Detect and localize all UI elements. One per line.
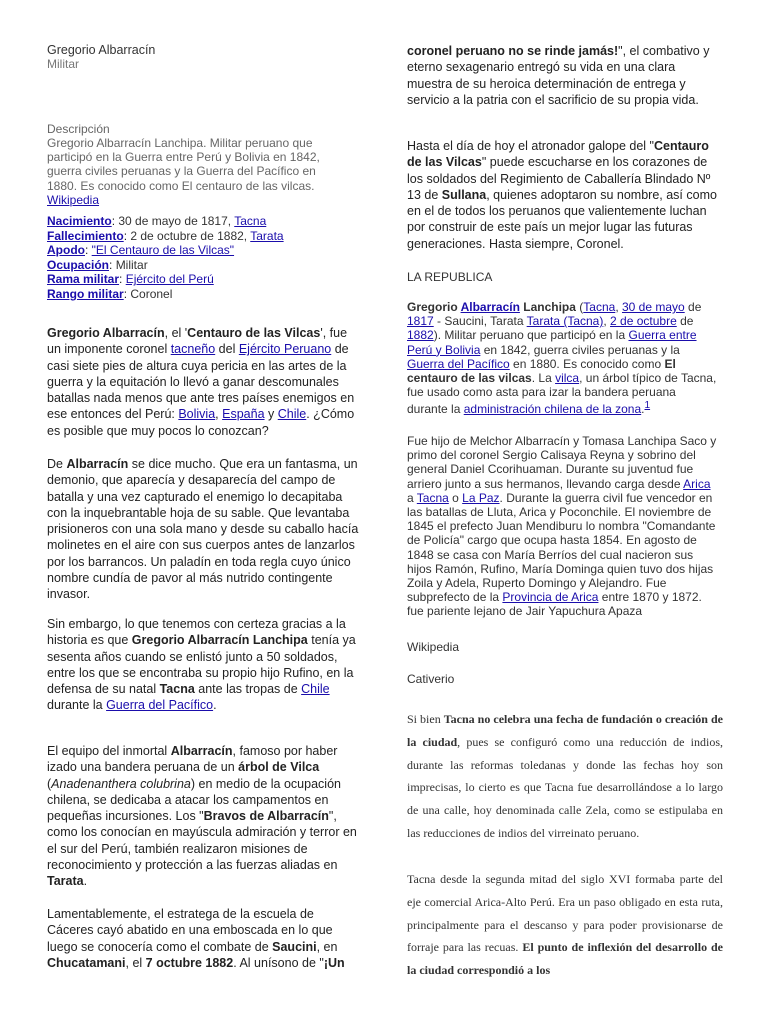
fact-row: Ocupación: Militar	[47, 257, 148, 272]
bold-text: coronel peruano no se rinde jamás!	[407, 44, 619, 58]
text: ) en medio de la ocupación chilena, se dedicaba a atacar los campamentos en pequeñas incursiones. Los "	[47, 776, 341, 824]
bold-text: Saucini	[272, 939, 317, 954]
text: de casi siete pies de altura cuya pericia en las artes de la guerra y la equitación lo llevó a ganar descomunales batallas nada menos que ante tres países enemigos en ese entonces del Perú:	[47, 342, 355, 422]
text: ', fue un imponente coronel	[47, 326, 348, 357]
fact-row: Nacimiento: 30 de mayo de 1817, Tacna	[47, 214, 267, 228]
inline-link[interactable]: tacneño	[170, 342, 216, 357]
fact-row: Apodo: "El Centauro de las Vilcas"	[47, 243, 235, 258]
fact-link[interactable]: Tarata	[250, 228, 284, 243]
text: Sin embargo, lo que tenemos con certeza gracias a la historia es que	[47, 617, 346, 648]
text: en 1842, guerra civiles peruanas y la	[480, 342, 680, 357]
text: .	[641, 402, 645, 417]
inline-link[interactable]: Tarata (Tacna)	[526, 314, 604, 329]
inline-link[interactable]: Guerra del Pacífico	[106, 698, 214, 713]
bold-text: Gregorio Albarracín Lanchipa	[131, 633, 308, 648]
text: , el '	[164, 326, 188, 340]
text: , pues se configuró como una reducción de indios, durante las reformas toledanas y donde las fechas hoy son imprecisas, lo cierto es que Tacna fue desarrollándose a lo largo de una calle, hoy denominada calle Zela, como se estipulaba en las reducciones de indios del virreinato peruano.	[407, 734, 723, 840]
paragraph-death	[47, 906, 363, 971]
footnote-link[interactable]: 1	[644, 400, 651, 412]
description-text	[47, 136, 347, 207]
inline-link[interactable]: 2 de octubre	[610, 314, 677, 329]
text: a	[407, 490, 417, 505]
text: (	[575, 300, 584, 314]
text: de	[676, 314, 694, 329]
fact-link[interactable]: Tacna	[234, 214, 267, 228]
bold-text: Albarracín	[66, 457, 129, 471]
text: De	[47, 457, 67, 471]
text: o	[448, 490, 463, 505]
bold-text: ¡Un	[323, 955, 345, 970]
fact-label[interactable]: Rama militar	[47, 272, 120, 287]
text: y	[264, 407, 278, 422]
text: ). Militar peruano que participó en la	[433, 328, 629, 343]
text: durante la	[47, 698, 107, 713]
bold-text: Chucatamani	[47, 955, 126, 970]
text: - Saucini, Tarata	[433, 314, 527, 329]
bold-text: Lanchipa	[519, 300, 576, 314]
fact-value: Militar	[115, 257, 148, 272]
inline-link[interactable]: 1817	[407, 314, 434, 329]
paragraph-history	[47, 616, 363, 714]
paragraph-legend	[47, 456, 363, 603]
text: Hasta el día de hoy el atronador galope del "	[407, 139, 654, 153]
text: , quienes adoptaron su nombre, así como en el de todos los peruanos que valientemente luchan por construir de este país un mejor lugar las futuras generaciones. Hasta siempre, Coronel.	[407, 187, 717, 251]
inline-link[interactable]: 1882	[407, 328, 434, 343]
text: , un árbol típico de Tacna, fue usado como asta para izar la bandera peruana durante la	[407, 371, 717, 417]
bold-text: Tacna no celebra una fecha de fundación o creación de la ciudad	[407, 712, 723, 749]
paragraph-wiki-bio	[407, 300, 717, 417]
text: ", el combativo y eterno sexagenario entregó su vida en una clara muestra de su heroica determinación de entrega y servicio a la patria con el sacrificio de su propia vida.	[407, 44, 710, 107]
text: El equipo del inmortal	[47, 744, 171, 758]
bold-text: Centauro de las Vilcas	[407, 139, 709, 170]
text: ", como los conocían en mayúscula admiración y terror en el sur del Perú, también realizaron misiones de reconocimiento y protección a las fuerzas aliadas en	[47, 809, 357, 873]
text: Si bien	[407, 712, 444, 726]
knowledge-panel-title: Gregorio Albarracín	[47, 43, 156, 57]
text: tenía ya sesenta años cuando se enlistó junto a 50 soldados, entre los que se encontraba su propio hijo Rufino, en la defensa de su natal	[47, 633, 356, 697]
fact-value: 30 de mayo de 1817,	[118, 214, 235, 228]
fact-label[interactable]: Rango militar	[47, 286, 124, 301]
inline-link[interactable]: vilca	[555, 371, 580, 386]
paragraph-tacna-origin	[407, 708, 723, 845]
bold-text: Sullana	[441, 187, 487, 202]
inline-link[interactable]: Provincia de Arica	[502, 590, 599, 605]
fact-label[interactable]: Apodo	[47, 243, 85, 258]
text: Lamentablemente, el estratega de la escuela de Cáceres cayó abatido en una emboscada en lo que luego se conocería como el combate de	[47, 907, 333, 954]
paragraph-tacna-commerce	[407, 868, 723, 982]
bold-text: Centauro de las Vilcas	[187, 326, 321, 340]
text: (	[47, 776, 52, 791]
paragraph-wiki-family	[407, 434, 717, 619]
fact-link[interactable]: Ejército del Perú	[125, 272, 214, 287]
text: , en	[316, 939, 338, 954]
paragraph-team	[47, 743, 363, 890]
fact-row: Fallecimiento: 2 de octubre de 1882, Tarata	[47, 228, 284, 243]
text: .	[83, 874, 88, 889]
text: entre 1870 y 1872. fue pariente lejano de Jair Yapuchura Apaza	[407, 590, 702, 619]
facts-list	[47, 214, 347, 302]
source-wikipedia: Wikipedia	[407, 640, 460, 654]
inline-link[interactable]: Guerra entre Perú y Bolivia	[407, 328, 697, 357]
wikipedia-link[interactable]: Wikipedia	[47, 192, 100, 207]
paragraph-legacy	[407, 138, 723, 252]
text: . Durante la guerra civil fue vencedor en las batallas de Lluta, Arica y Poconchile. El noviembre de 1845 el prefecto Juan Mendiburu lo nombra "Comandante de Policía" cargo que ocupa hasta 1854. En agosto de 1848 se casa con María Berríos del cual nacieron sus hijos Ramón, Rufino, María Dominga quien tuvo dos hijas Zoila y Adela, Ruperto Domingo y Alejandro. Fue subprefecto de la	[407, 490, 716, 605]
source-la-republica: LA REPUBLICA	[407, 270, 493, 284]
bold-text: Gregorio Albarracín	[47, 326, 165, 340]
inline-link[interactable]: 30 de mayo	[621, 300, 685, 314]
description-heading: Descripción	[47, 122, 110, 136]
fact-label[interactable]: Nacimiento	[47, 214, 112, 228]
bold-text: árbol de Vilca	[238, 760, 320, 775]
text: Tacna desde la segunda mitad del siglo XVI formaba parte del eje comercial Arica-Alto Perú. Era un paso obligado en esta ruta, principalmente para el descanso y para poder provisionarse de forraje para las recuas.	[407, 872, 723, 955]
text: .	[213, 698, 217, 713]
text: , el	[125, 955, 146, 970]
fact-label[interactable]: Fallecimiento	[47, 228, 124, 243]
paragraph-intro	[47, 325, 363, 439]
italic-text: Anadenanthera colubrina	[51, 776, 191, 791]
text: " puede escucharse en los corazones de los soldados del Regimiento de Caballería Blindado Nº 13 de	[407, 155, 711, 202]
text: del	[215, 342, 239, 357]
inline-link[interactable]: Tacna	[583, 300, 616, 314]
bold-text: Tacna	[159, 682, 195, 697]
inline-link[interactable]: España	[222, 407, 265, 422]
inline-link[interactable]: administración chilena de la zona	[463, 402, 642, 417]
text: ante las tropas de	[194, 682, 302, 697]
inline-link[interactable]: La Paz	[462, 490, 500, 505]
inline-link[interactable]: Chile	[301, 682, 330, 697]
description-body: Gregorio Albarracín Lanchipa. Militar peruano que participó en la Guerra entre Perú y Bolivia en 1842, guerra civiles peruanas y la Guerra del Pacífico en 1880. Es conocido como El centauro de las vilcas.	[47, 136, 320, 193]
inline-link[interactable]: Tacna	[416, 490, 449, 505]
bold-text: 7 octubre 1882	[145, 955, 234, 970]
paragraph-sacrifice	[407, 43, 723, 108]
knowledge-panel-subtitle: Militar	[47, 57, 79, 71]
text: , famoso por haber izado una bandera peruana de un	[47, 744, 338, 775]
text: de	[684, 300, 702, 314]
text: ,	[615, 300, 622, 314]
text: ,	[603, 314, 611, 329]
inline-link[interactable]: Arica	[683, 476, 711, 491]
fact-value: Coronel	[130, 286, 173, 301]
bold-text: Gregorio	[407, 300, 461, 314]
inline-link[interactable]: Ejército Peruano	[238, 342, 332, 357]
inline-link[interactable]: Bolivia	[178, 407, 216, 422]
bold-text: El centauro de las vilcas	[407, 356, 676, 386]
text: en 1880. Es conocido como	[509, 356, 665, 371]
bold-text: El punto de inflexión del desarrollo de la ciudad correspondió a los	[407, 940, 723, 978]
text: se dice mucho. Que era un fantasma, un demonio, que aparecía y desaparecía del campo de batalla y una vez capturado el enemigo lo decapitaba con la inquebrantable hoja de su sable. Que levantaba prisioneros con una sola mano y desde su caballo hacía molinetes en el aire con sus cuerpos antes de lanzarlos por los barrancos. Un paladín en toda regla cuyo único nombre cundía de pavor al más nutrido contingente invasor.	[47, 457, 359, 602]
bold-text: Tarata	[47, 874, 84, 889]
text: ,	[215, 407, 223, 422]
fact-row: Rango militar: Coronel	[47, 286, 173, 301]
fact-label[interactable]: Ocupación	[47, 257, 110, 272]
fact-value: 2 de octubre de 1882,	[130, 228, 251, 243]
inline-link[interactable]: Chile	[277, 407, 307, 422]
fact-row: Rama militar: Ejército del Perú	[47, 272, 214, 287]
text: Fue hijo de Melchor Albarracín y Tomasa Lanchipa Saco y primo del coronel Sergio Calisaya Reyna y sobrino del general Daniel Ccorihuaman. Durante su juventud fue arriero junto a sus hermanos, llevando carga desde	[407, 434, 717, 491]
text: . ¿Cómo es posible que muy pocos lo conozcan?	[47, 407, 355, 438]
fact-link[interactable]: "El Centauro de las Vilcas"	[91, 243, 235, 258]
inline-link[interactable]: Albarracín	[460, 300, 520, 314]
section-heading: Cativerio	[407, 672, 455, 686]
text: . La	[531, 371, 556, 386]
bold-text: Albarracín	[170, 744, 233, 758]
inline-link[interactable]: Guerra del Pacífico	[407, 356, 510, 371]
text: . Al unísono de "	[233, 955, 324, 970]
bold-text: Bravos de Albarracín	[203, 809, 329, 824]
